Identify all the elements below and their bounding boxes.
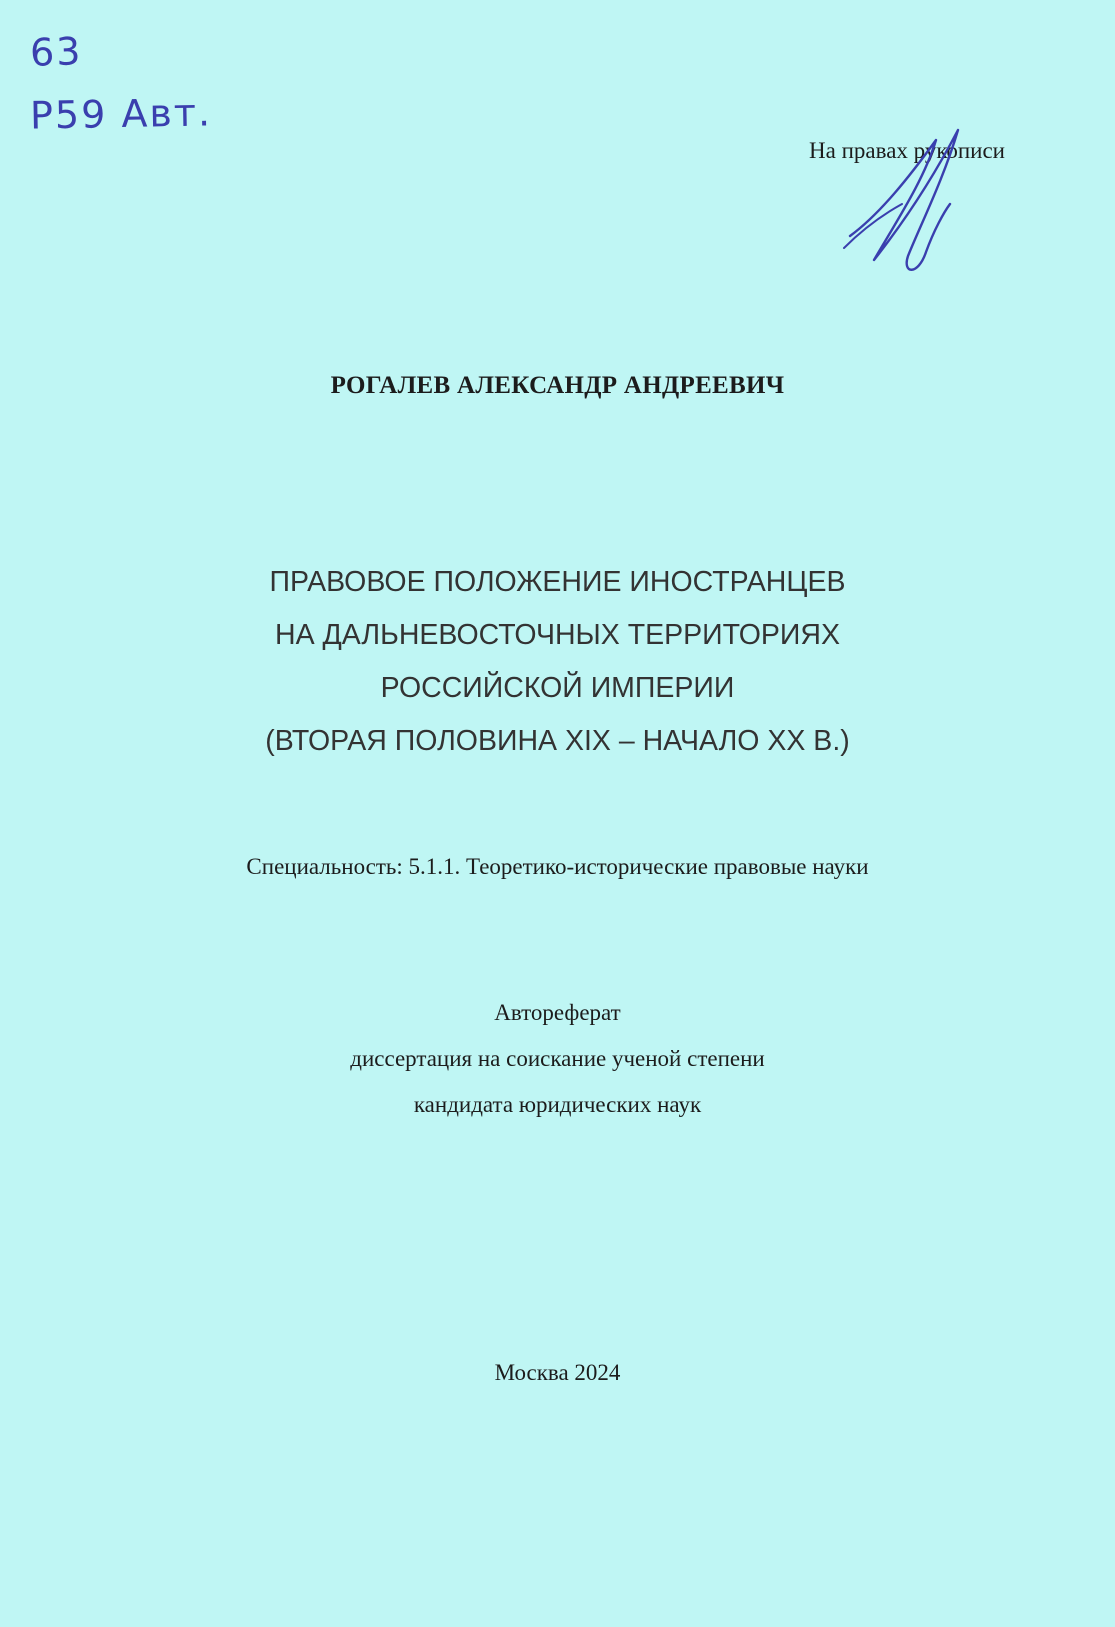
handwritten-note bbox=[30, 20, 280, 150]
abstract-line: Автореферат bbox=[494, 1000, 621, 1025]
specialty: Специальность: 5.1.1. Теоретико-исторические правовые науки bbox=[246, 854, 869, 879]
title-line: РОССИЙСКОЙ ИМПЕРИИ bbox=[380, 672, 735, 704]
title-line: ПРАВОВОЕ ПОЛОЖЕНИЕ ИНОСТРАНЦЕВ bbox=[269, 566, 846, 598]
title-line: НА ДАЛЬНЕВОСТОЧНЫХ ТЕРРИТОРИЯХ bbox=[274, 619, 841, 651]
author-name: РОГАЛЕВ АЛЕКСАНДР АНДРЕЕВИЧ bbox=[330, 372, 785, 399]
city-year: Москва 2024 bbox=[494, 1360, 621, 1385]
signature-icon bbox=[840, 118, 990, 288]
abstract-description bbox=[0, 990, 1115, 1128]
handwritten-note-line-2: Р59 Авт. bbox=[29, 90, 213, 138]
abstract-line: кандидата юридических наук bbox=[413, 1092, 702, 1117]
dissertation-title bbox=[0, 556, 1115, 768]
handwritten-note-line-1: 63 bbox=[29, 29, 84, 75]
title-line: (ВТОРАЯ ПОЛОВИНА XIX – НАЧАЛО XX В.) bbox=[265, 725, 850, 757]
manuscript-rights-note: На правах рукописи bbox=[809, 138, 1005, 163]
abstract-line: диссертация на соискание ученой степени bbox=[350, 1046, 765, 1071]
